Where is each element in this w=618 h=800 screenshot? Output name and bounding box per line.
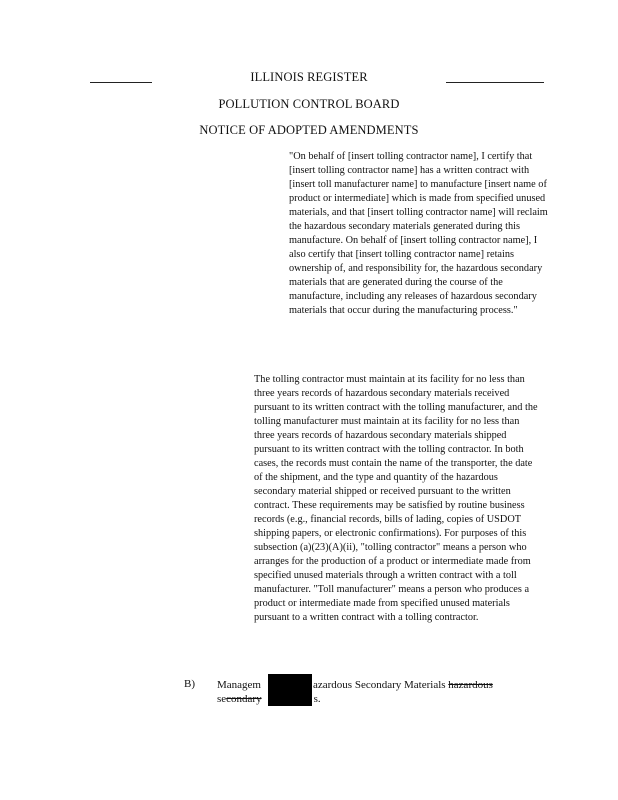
subsection-heading: [217, 678, 547, 706]
heading-part-2: azardous Secondary Materials: [312, 679, 446, 691]
heading-struck-text: hazardous: [448, 679, 493, 691]
register-title: ILLINOIS REGISTER: [250, 70, 368, 84]
notice-title: NOTICE OF ADOPTED AMENDMENTS: [199, 123, 419, 137]
heading-line2-end: s.: [313, 693, 321, 705]
board-title: POLLUTION CONTROL BOARD: [218, 97, 400, 111]
tolling-records-paragraph: The tolling contractor must maintain at its facility for no less than three years records of hazardous secondary materials received pursuant to its written contract with the tolling manufacturer, and the tolling manufacturer must maintain at its facility for no less than three years records of hazardous secondary materials shipped pursuant to its written contract with the tolling contractor. In both cases, the records must contain the name of the transporter, the date of the shipment, and the type and quantity of the hazardous secondary material shipped or received pursuant to the written contract. These requirements may be satisfied by routine business records (e.g., financial records, bills of lading, copies of USDOT shipping papers, or electronic confirmations). For purposes of this subsection (a)(23)(A)(ii), "tolling contractor" means a person who arranges for the production of a product or intermediate made from specified unused materials through a written contract with a toll manufacturer. "Toll manufacturer" means a person who produces a product or intermediate made from specified unused materials pursuant to a written contract with a tolling contractor.: [254, 374, 538, 623]
subsection-label: B): [184, 678, 195, 690]
heading-part-1: Managem: [217, 679, 261, 691]
certification-quote: "On behalf of [insert tolling contractor name], I certify that [insert tolling contractor name] has a written contract with [insert toll manufacturer name] to manufacture [insert name of product or intermediate] which is made from specified unused materials, and that [insert tolling contractor name] will reclaim the hazardous secondary materials generated during this manufacture. On behalf of [insert tolling contractor name], I also certify that [insert tolling contractor name] retains ownership of, and responsibility for, the hazardous secondary materials that are generated during the course of the manufacture, including any releases of hazardous secondary materials that occur during the manufacturing process.": [289, 151, 548, 316]
heading-line2-start: se: [217, 693, 227, 705]
redaction-block: [268, 674, 312, 706]
heading-line2-struck: condary: [226, 693, 262, 705]
